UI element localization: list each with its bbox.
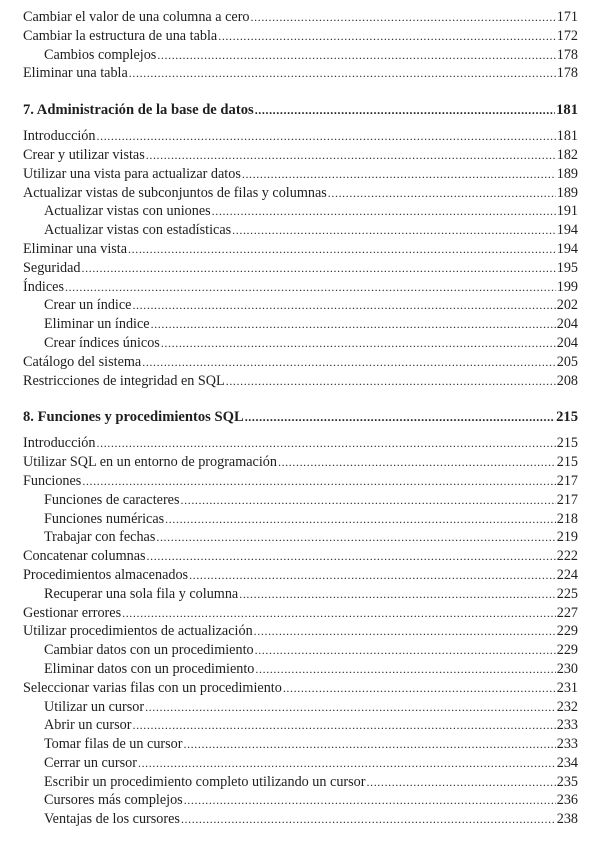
- dot-leader: [151, 315, 556, 334]
- entry-label: Utilizar una vista para actualizar datos: [23, 165, 241, 182]
- dot-leader: [255, 100, 555, 120]
- entry-label: Cerrar un cursor: [44, 754, 137, 771]
- entry-page: 181: [556, 128, 578, 145]
- dot-leader: [255, 641, 556, 660]
- dot-leader: [189, 566, 556, 585]
- entry-label: Tomar filas de un cursor: [44, 736, 183, 753]
- toc-entry: [23, 146, 578, 165]
- dot-leader: [82, 472, 555, 491]
- table-of-contents: [23, 8, 578, 829]
- entry-page: 205: [556, 353, 578, 370]
- entry-label: Introducción: [23, 128, 96, 145]
- dot-leader: [245, 407, 555, 427]
- dot-leader: [147, 547, 556, 566]
- entry-page: 224: [556, 566, 578, 583]
- entry-page: 194: [556, 240, 578, 257]
- toc-entry: [23, 735, 578, 754]
- toc-entry: [23, 660, 578, 679]
- entry-page: 229: [556, 642, 578, 659]
- entry-label: Trabajar con fechas: [44, 529, 156, 546]
- toc-entry: [23, 278, 578, 297]
- toc-entry: [23, 8, 578, 27]
- dot-leader: [142, 353, 556, 372]
- dot-leader: [161, 334, 556, 353]
- entry-label: Catálogo del sistema: [23, 353, 142, 370]
- dot-leader: [226, 372, 556, 391]
- dot-leader: [138, 754, 556, 773]
- chapter-heading-8: [23, 407, 578, 427]
- dot-leader: [232, 221, 556, 240]
- entry-label: Restricciones de integridad en SQL: [23, 372, 225, 389]
- dot-leader: [181, 810, 556, 829]
- toc-entry: [23, 510, 578, 529]
- entry-page: 235: [556, 773, 578, 790]
- toc-entry: [23, 754, 578, 773]
- entry-page: 229: [556, 623, 578, 640]
- toc-entry: [23, 127, 578, 146]
- entry-page: 204: [556, 316, 578, 333]
- entry-page: 217: [556, 491, 578, 508]
- entry-page: 215: [556, 454, 578, 471]
- entry-label: Crear un índice: [44, 297, 132, 314]
- toc-entry: [23, 716, 578, 735]
- entry-page: 236: [556, 792, 578, 809]
- entry-label: Funciones: [23, 472, 82, 489]
- entry-label: Eliminar una tabla: [23, 65, 128, 82]
- entry-page: 232: [556, 698, 578, 715]
- entry-page: 204: [556, 334, 578, 351]
- entry-label: Seleccionar varias filas con un procedimiento: [23, 679, 282, 696]
- dot-leader: [65, 278, 556, 297]
- entry-label: Concatenar columnas: [23, 548, 146, 565]
- entry-page: 233: [556, 717, 578, 734]
- toc-entry: [23, 585, 578, 604]
- entry-label: Cambiar datos con un procedimiento: [44, 642, 254, 659]
- entry-page: 208: [556, 372, 578, 389]
- dot-leader: [181, 491, 556, 510]
- dot-leader: [328, 184, 556, 203]
- toc-entry: [23, 622, 578, 641]
- entry-page: 222: [556, 548, 578, 565]
- entry-label: Funciones de caracteres: [44, 491, 180, 508]
- toc-entry: [23, 472, 578, 491]
- entry-label: Actualizar vistas de subconjuntos de filas y columnas: [23, 184, 327, 201]
- entry-label: Actualizar vistas con uniones: [44, 203, 211, 220]
- entry-label: Seguridad: [23, 259, 81, 276]
- toc-entry: [23, 184, 578, 203]
- chapter-7-entries: [23, 127, 578, 390]
- toc-entry: [23, 528, 578, 547]
- entry-page: 234: [556, 754, 578, 771]
- entry-page: 233: [556, 736, 578, 753]
- entry-label: Funciones numéricas: [44, 510, 165, 527]
- toc-entry: [23, 372, 578, 391]
- dot-leader: [254, 622, 556, 641]
- chapter-heading-7: [23, 100, 578, 120]
- toc-entry: [23, 334, 578, 353]
- dot-leader: [278, 453, 556, 472]
- dot-leader: [212, 202, 556, 221]
- entry-page: 195: [556, 259, 578, 276]
- entry-page: 217: [556, 472, 578, 489]
- toc-entry: [23, 221, 578, 240]
- toc-entry: [23, 810, 578, 829]
- dot-leader: [157, 46, 555, 65]
- entry-page: 189: [556, 184, 578, 201]
- entry-page: 182: [556, 146, 578, 163]
- entry-label: Cambiar la estructura de una tabla: [23, 27, 218, 44]
- entry-page: 218: [556, 510, 578, 527]
- entry-label: Utilizar un cursor: [44, 698, 145, 715]
- toc-entry: [23, 296, 578, 315]
- dot-leader: [184, 791, 556, 810]
- dot-leader: [218, 27, 556, 46]
- entry-page: 199: [556, 278, 578, 295]
- dot-leader: [239, 585, 556, 604]
- entry-page: 194: [556, 222, 578, 239]
- entry-page: 215: [556, 435, 578, 452]
- entry-label: Eliminar una vista: [23, 240, 128, 257]
- dot-leader: [251, 8, 556, 27]
- dot-leader: [183, 735, 555, 754]
- dot-leader: [132, 296, 555, 315]
- chapter-title: 8. Funciones y procedimientos SQL: [23, 409, 244, 426]
- entry-label: Introducción: [23, 435, 96, 452]
- entry-label: Abrir un cursor: [44, 717, 132, 734]
- entry-label: Ventajas de los cursores: [44, 811, 180, 828]
- entry-page: 219: [556, 529, 578, 546]
- toc-section-continued: [23, 8, 578, 83]
- dot-leader: [129, 64, 556, 83]
- dot-leader: [122, 604, 556, 623]
- entry-page: 191: [556, 203, 578, 220]
- toc-entry: [23, 202, 578, 221]
- toc-entry: [23, 566, 578, 585]
- toc-entry: [23, 698, 578, 717]
- toc-entry: [23, 547, 578, 566]
- dot-leader: [283, 679, 556, 698]
- toc-entry: [23, 791, 578, 810]
- entry-label: Crear índices únicos: [44, 334, 160, 351]
- toc-entry: [23, 27, 578, 46]
- entry-page: 178: [556, 65, 578, 82]
- entry-page: 231: [556, 679, 578, 696]
- entry-label: Gestionar errores: [23, 604, 122, 621]
- dot-leader: [255, 660, 555, 679]
- dot-leader: [97, 434, 556, 453]
- entry-page: 230: [556, 660, 578, 677]
- toc-entry: [23, 679, 578, 698]
- entry-page: 238: [556, 811, 578, 828]
- dot-leader: [82, 259, 556, 278]
- entry-page: 178: [556, 46, 578, 63]
- entry-label: Índices: [23, 278, 64, 295]
- toc-entry: [23, 165, 578, 184]
- dot-leader: [367, 773, 556, 792]
- toc-entry: [23, 315, 578, 334]
- entry-label: Cambios complejos: [44, 46, 157, 63]
- chapter-page: 181: [556, 102, 578, 119]
- dot-leader: [97, 127, 556, 146]
- entry-page: 202: [556, 297, 578, 314]
- entry-label: Cursores más complejos: [44, 792, 183, 809]
- entry-label: Utilizar SQL en un entorno de programación: [23, 454, 277, 471]
- chapter-title: 7. Administración de la base de datos: [23, 102, 254, 119]
- toc-entry: [23, 641, 578, 660]
- toc-entry: [23, 773, 578, 792]
- dot-leader: [132, 716, 555, 735]
- toc-entry: [23, 64, 578, 83]
- entry-label: Escribir un procedimiento completo utilizando un cursor: [44, 773, 366, 790]
- entry-label: Eliminar datos con un procedimiento: [44, 660, 255, 677]
- entry-page: 227: [556, 604, 578, 621]
- entry-label: Crear y utilizar vistas: [23, 146, 145, 163]
- dot-leader: [146, 146, 556, 165]
- toc-entry: [23, 259, 578, 278]
- entry-label: Procedimientos almacenados: [23, 566, 189, 583]
- toc-entry: [23, 491, 578, 510]
- entry-page: 171: [556, 9, 578, 25]
- entry-label: Cambiar el valor de una columna a cero: [23, 9, 250, 25]
- entry-label: Recuperar una sola fila y columna: [44, 585, 239, 602]
- entry-label: Utilizar procedimientos de actualización: [23, 623, 253, 640]
- toc-entry: [23, 453, 578, 472]
- dot-leader: [145, 698, 556, 717]
- entry-label: Eliminar un índice: [44, 316, 150, 333]
- dot-leader: [156, 528, 555, 547]
- entry-page: 189: [556, 165, 578, 182]
- dot-leader: [242, 165, 556, 184]
- chapter-8-entries: [23, 434, 578, 829]
- dot-leader: [128, 240, 556, 259]
- entry-page: 225: [556, 585, 578, 602]
- dot-leader: [165, 510, 556, 529]
- chapter-page: 215: [556, 409, 578, 426]
- entry-page: 172: [556, 27, 578, 44]
- toc-entry: [23, 434, 578, 453]
- toc-entry: [23, 46, 578, 65]
- toc-entry: [23, 240, 578, 259]
- toc-entry: [23, 604, 578, 623]
- toc-entry: [23, 353, 578, 372]
- entry-label: Actualizar vistas con estadísticas: [44, 222, 232, 239]
